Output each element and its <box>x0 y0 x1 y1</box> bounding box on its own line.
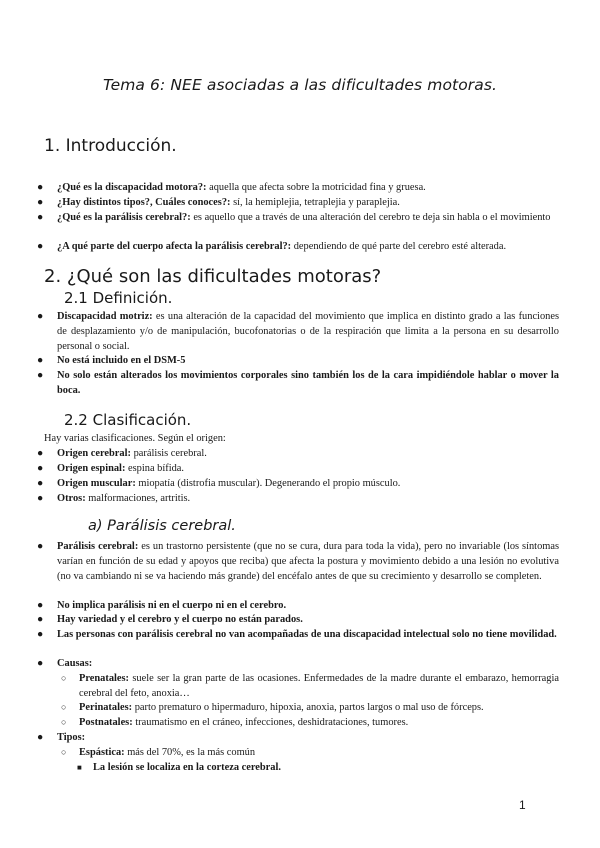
list-item: ● Causas: <box>37 658 93 669</box>
list-item: ● Origen espinal: espina bífida. <box>37 463 184 474</box>
bullet-icon: ● <box>37 541 44 552</box>
list-item: ● ¿Qué es la parálisis cerebral?: es aquello que a través de una alteración del cerebro te deja sin habla o el movimiento <box>37 212 551 223</box>
bullet-icon: ● <box>37 614 44 625</box>
bullet-icon: ● <box>37 629 44 640</box>
subsection-paralisis-heading: a) Parálisis cerebral. <box>88 518 236 534</box>
bullet-icon: ● <box>37 448 44 459</box>
bullet-icon: ● <box>37 478 44 489</box>
list-item: ● Las personas con parálisis cerebral no van acompañadas de una discapacidad intelectual solo no tiene movilidad. <box>37 629 557 640</box>
bullet-icon: ● <box>37 463 44 474</box>
bullet-icon: ● <box>37 732 44 743</box>
list-item: ● No implica parálisis ni en el cuerpo ni en el cerebro. <box>37 600 287 611</box>
circle-bullet-icon: ○ <box>61 717 67 727</box>
bullet-icon: ● <box>37 182 44 193</box>
section-1-heading: 1. Introducción. <box>44 136 177 156</box>
list-item: ● Origen cerebral: parálisis cerebral. <box>37 448 207 459</box>
list-item: ● No está incluido en el DSM-5 <box>37 355 186 366</box>
circle-bullet-icon: ○ <box>61 702 67 712</box>
list-item: ● Discapacidad motriz: es una alteración de la capacidad del movimiento que implica en distinto grado a las funciones de desplazamiento y/o de manipulación, bucofonatorias o de la respiración que limita a la persona en su desarrollo personal o social. <box>37 311 559 352</box>
bullet-icon: ● <box>37 658 44 669</box>
list-item: ● Hay variedad y el cerebro y el cuerpo no están parados. <box>37 614 303 625</box>
square-bullet-icon: ■ <box>77 763 82 772</box>
bullet-icon: ● <box>37 493 44 504</box>
list-item: ● No solo están alterados los movimientos corporales sino también los de la cara impidiéndole hablar o mover la boca. <box>37 370 559 396</box>
subsection-2-2-heading: 2.2 Clasificación. <box>64 411 192 429</box>
page-number: 1 <box>519 798 526 812</box>
bullet-icon: ● <box>37 311 44 322</box>
list-item: ● Otros: malformaciones, artritis. <box>37 493 191 504</box>
bullet-icon: ● <box>37 370 44 381</box>
list-item: ● Origen muscular: miopatía (distrofia muscular). Degenerando el propio músculo. <box>37 478 401 489</box>
list-item: ● Parálisis cerebral: es un trastorno persistente (que no se cura, dura para toda la vida), pero no invariable (los síntomas varían en función de su edad y apoyos que reciba) que afecta la postura y movimiento debido a una lesión no evolutiva (no va cambiando ni se va haciendo más grande) del encéfalo antes de que su crecimiento y desarrollo se completen. <box>37 541 560 582</box>
list-item: ● ¿Qué es la discapacidad motora?: aquella que afecta sobre la motricidad fina y gruesa. <box>37 182 426 193</box>
list-item: ○ Prenatales: suele ser la gran parte de las ocasiones. Enfermedades de la madre durante el embarazo, hemorragia cerebral del feto, anoxia… <box>61 673 559 699</box>
section-2-heading: 2. ¿Qué son las dificultades motoras? <box>44 266 382 287</box>
classification-intro: Hay varias clasificaciones. Según el origen: <box>44 433 226 444</box>
bullet-icon: ● <box>37 355 44 366</box>
list-item: ● Tipos: <box>37 732 86 743</box>
circle-bullet-icon: ○ <box>61 747 67 757</box>
bullet-icon: ● <box>37 212 44 223</box>
list-item: ■ La lesión se localiza en la corteza cerebral. <box>77 762 281 773</box>
list-item: ○ Perinatales: parto prematuro o hipermaduro, hipoxia, anoxia, partos largos o mal uso de fórceps. <box>61 702 484 713</box>
document-title: Tema 6: NEE asociadas a las dificultades motoras. <box>102 76 498 94</box>
circle-bullet-icon: ○ <box>61 673 67 683</box>
list-item: ● ¿Hay distintos tipos?, Cuáles conoces?: sí, la hemiplejia, tetraplejia y paraplejia. <box>37 197 400 208</box>
list-item: ○ Postnatales: traumatismo en el cráneo, infecciones, deshidrataciones, tumores. <box>61 717 409 728</box>
bullet-icon: ● <box>37 197 44 208</box>
list-item: ● ¿A qué parte del cuerpo afecta la parálisis cerebral?: dependiendo de qué parte del cerebro esté alterada. <box>37 241 507 252</box>
list-item: ○ Espástica: más del 70%, es la más común <box>61 747 256 758</box>
bullet-icon: ● <box>37 241 44 252</box>
bullet-icon: ● <box>37 600 44 611</box>
subsection-2-1-heading: 2.1 Definición. <box>64 289 173 307</box>
